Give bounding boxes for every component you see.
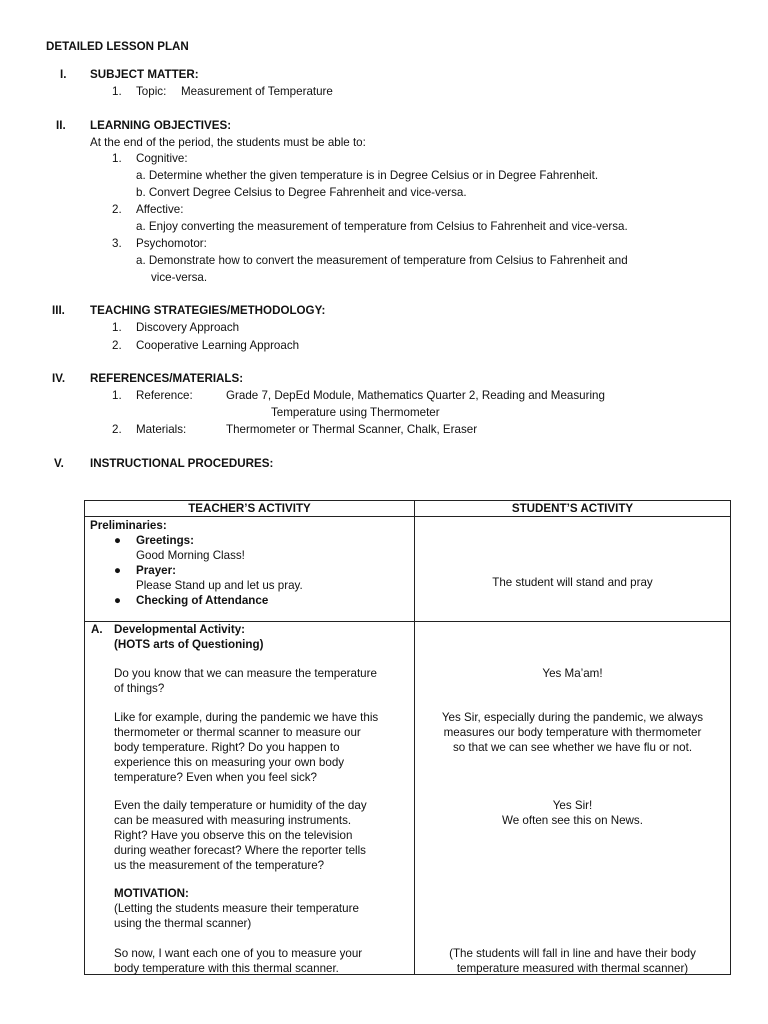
materials-value: Thermometer or Thermal Scanner, Chalk, Eraser [226,423,478,436]
student-activity-header: STUDENT’S ACTIVITY [415,501,731,517]
cognitive-number: 1. [112,152,122,165]
section-3-title: TEACHING STRATEGIES/METHODOLOGY: [90,304,326,317]
answer-4-line2: temperature measured with thermal scanner) [456,962,689,975]
answer-2-line1: Yes Sir, especially during the pandemic, we always [441,711,704,724]
question-2-line2: thermometer or thermal scanner to measure our [114,726,361,739]
preliminaries-response-cell [415,517,731,622]
developmental-response-cell [415,622,731,975]
question-4-line1: So now, I want each one of you to measure your [114,947,363,960]
question-4-line2: body temperature with this thermal scanner. [114,962,339,975]
reference-label: Reference: [136,389,193,402]
dev-activity-letter: A. [91,623,103,636]
psychomotor-objective-a-line1: a. Demonstrate how to convert the measurement of temperature from Celsius to Fahrenheit and [136,254,628,267]
cognitive-objective-b: b. Convert Degree Celsius to Degree Fahrenheit and vice-versa. [136,186,467,199]
question-3-line5: us the measurement of the temperature? [114,859,325,872]
teacher-activity-header: TEACHER’S ACTIVITY [85,501,415,517]
prayer-label: Prayer: [136,564,176,577]
answer-2-line3: so that we can see whether we have flu or not. [452,741,693,754]
topic-number: 1. [112,85,122,98]
section-3-number: III. [52,304,65,317]
question-1-line2: of things? [114,682,165,695]
strategy-2-number: 2. [112,339,122,352]
question-2-line4: experience this on measuring your own body [114,756,345,769]
reference-line2: Temperature using Thermometer [271,406,440,419]
psychomotor-number: 3. [112,237,122,250]
answer-3-line2: We often see this on News. [502,814,643,827]
affective-label: Affective: [136,203,184,216]
greetings-text: Good Morning Class! [136,549,245,562]
student-response-prayer: The student will stand and pray [492,576,653,589]
psychomotor-objective-a-line2: vice-versa. [151,271,208,284]
preliminaries-cell [85,517,415,622]
strategy-1-number: 1. [112,321,122,334]
cognitive-objective-a: a. Determine whether the given temperature is in Degree Celsius or in Degree Fahrenheit. [136,169,599,182]
dev-activity-subtitle: (HOTS arts of Questioning) [114,638,264,651]
prayer-text: Please Stand up and let us pray. [136,579,303,592]
preliminaries-title: Preliminaries: [90,519,167,532]
affective-objective-a: a. Enjoy converting the measurement of temperature from Celsius to Fahrenheit and vice-versa. [136,220,628,233]
table-row [85,622,731,975]
developmental-activity-cell [85,622,415,975]
question-2-line1: Like for example, during the pandemic we have this [114,711,379,724]
reference-line1: Grade 7, DepEd Module, Mathematics Quarter 2, Reading and Measuring [226,389,605,402]
attendance-label: Checking of Attendance [136,594,269,607]
question-3-line4: during weather forecast? Where the reporter tells [114,844,366,857]
topic-value: Measurement of Temperature [181,85,333,98]
question-1-line1: Do you know that we can measure the temperature [114,667,377,680]
bullet-icon: ● [114,534,122,547]
table-row [85,517,731,622]
materials-label: Materials: [136,423,187,436]
strategy-2-text: Cooperative Learning Approach [136,339,300,352]
question-2-line5: temperature? Even when you feel sick? [114,771,318,784]
answer-1: Yes Ma’am! [542,667,603,680]
objectives-intro: At the end of the period, the students must be able to: [90,136,366,149]
section-2-title: LEARNING OBJECTIVES: [90,119,232,132]
document-title: DETAILED LESSON PLAN [46,40,189,53]
reference-number: 1. [112,389,122,402]
question-3-line3: Right? Have you observe this on the television [114,829,353,842]
table-header-row [85,501,731,517]
bullet-icon: ● [114,564,122,577]
answer-4-line1: (The students will fall in line and have their body [449,947,696,960]
strategy-1-text: Discovery Approach [136,321,240,334]
greetings-label: Greetings: [136,534,194,547]
question-3-line1: Even the daily temperature or humidity of the day [114,799,367,812]
answer-3-line1: Yes Sir! [552,799,593,812]
motivation-line1: (Letting the students measure their temperature [114,902,359,915]
section-5-number: V. [54,457,64,470]
section-1-title: SUBJECT MATTER: [90,68,199,81]
answer-2-line2: measures our body temperature with thermometer [443,726,702,739]
motivation-line2: using the thermal scanner) [114,917,252,930]
bullet-icon: ● [114,594,122,607]
question-2-line3: body temperature. Right? Do you happen to [114,741,340,754]
section-1-number: I. [60,68,67,81]
question-3-line2: can be measured with measuring instruments. [114,814,352,827]
section-4-number: IV. [52,372,66,385]
motivation-title: MOTIVATION: [114,887,189,900]
materials-number: 2. [112,423,122,436]
topic-label: Topic: [136,85,167,98]
affective-number: 2. [112,203,122,216]
psychomotor-label: Psychomotor: [136,237,207,250]
section-5-title: INSTRUCTIONAL PROCEDURES: [90,457,274,470]
section-2-number: II. [56,119,66,132]
activity-table [84,500,731,975]
dev-activity-title: Developmental Activity: [114,623,246,636]
cognitive-label: Cognitive: [136,152,188,165]
section-4-title: REFERENCES/MATERIALS: [90,372,244,385]
